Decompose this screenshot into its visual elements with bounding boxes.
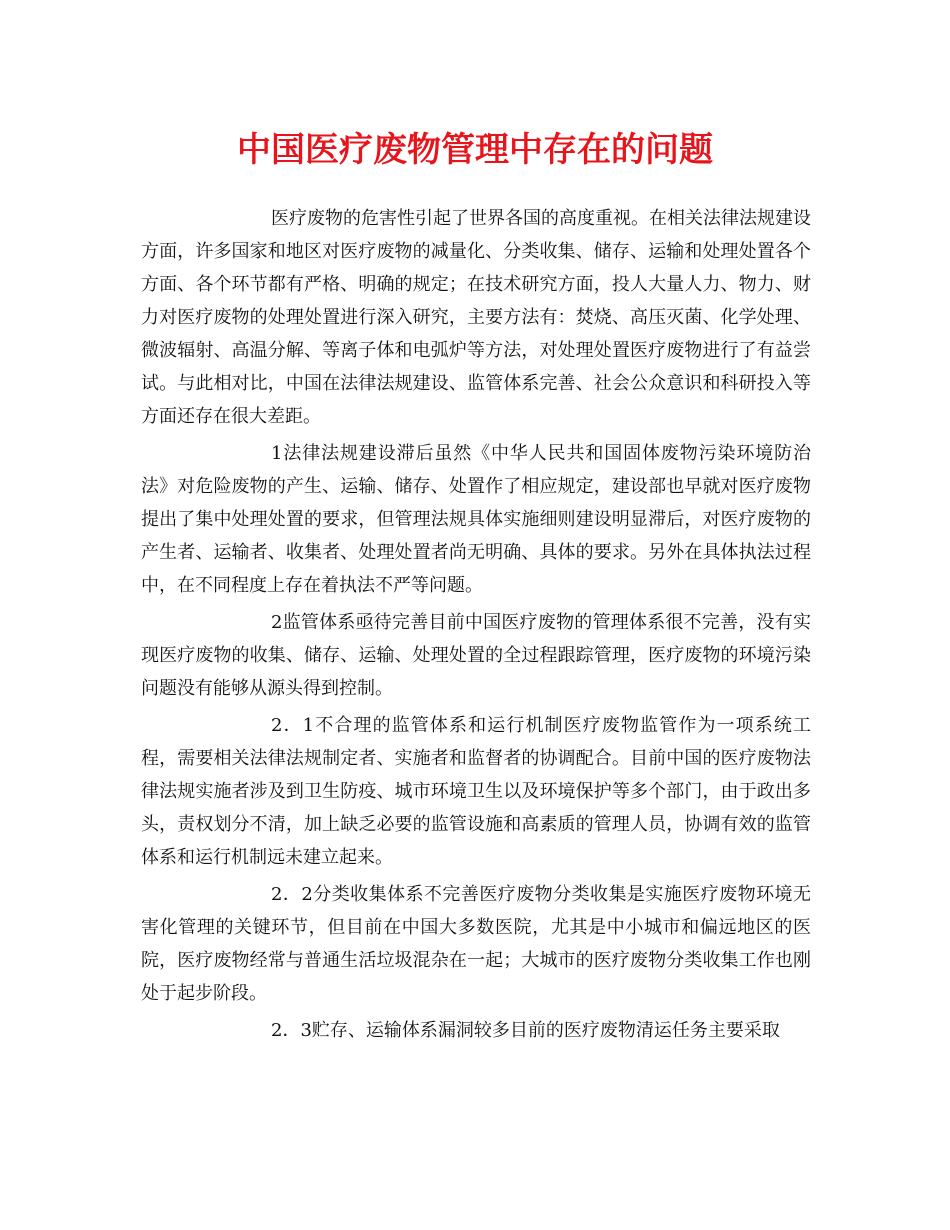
paragraph-section-2: 2监管体系亟待完善目前中国医疗废物的管理体系很不完善，没有实现医疗废物的收集、储存、运输、处理处置的全过程跟踪管理，医疗废物的环境污染问题没有能够从源头得到控制。 [141,612,811,699]
paragraph-intro: 医疗废物的危害性引起了世界各国的高度重视。在相关法律法规建设方面，许多国家和地区对医疗废物的减量化、分类收集、储存、运输和处理处置各个方面、各个环节都有严格、明确的规定；在技术研究方面，投人大量人力、物力、财力对医疗废物的处理处置进行深入研究，主要方法有：焚烧、高压灭菌、化学处理、微波辐射、高温分解、等离子体和电弧炉等方法，对处理处置医疗废物进行了有益尝试。与此相对比，中国在法律法规建设、监管体系完善、社会公众意识和科研投入等方面还存在很大差距。 [141,208,811,427]
paragraph-section-2-1: 2．1不合理的监管体系和运行机制医疗废物监管作为一项系统工程，需要相关法律法规制定者、实施者和监督者的协调配合。目前中国的医疗废物法律法规实施者涉及到卫生防疫、城市环境卫生以及环境保护等多个部门，由于政出多头，责权划分不清，加上缺乏必要的监管设施和高素质的管理人员，协调有效的监管体系和运行机制远未建立起来。 [141,715,811,868]
paragraph-section-2-2: 2．2分类收集体系不完善医疗废物分类收集是实施医疗废物环境无害化管理的关键环节，但目前在中国大多数医院，尤其是中小城市和偏远地区的医院，医疗废物经常与普通生活垃圾混杂在一起；大城市的医疗废物分类收集工作也刚处于起步阶段。 [141,884,811,1004]
document-body [141,202,811,1051]
paragraph-section-2-3: 2．3贮存、运输体系漏洞较多目前的医疗废物清运任务主要采取 [271,1020,780,1041]
paragraph-section-1: 1法律法规建设滞后虽然《中华人民共和国固体废物污染环境防治法》对危险废物的产生、运输、储存、处置作了相应规定，建设部也早就对医疗废物提出了集中处理处置的要求，但管理法规具体实施细则建设明显滞后，对医疗废物的产生者、运输者、收集者、处理处置者尚无明确、具体的要求。另外在具体执法过程中，在不同程度上存在着执法不严等问题。 [141,443,811,596]
document-title: 中国医疗废物管理中存在的问题 [237,130,713,170]
